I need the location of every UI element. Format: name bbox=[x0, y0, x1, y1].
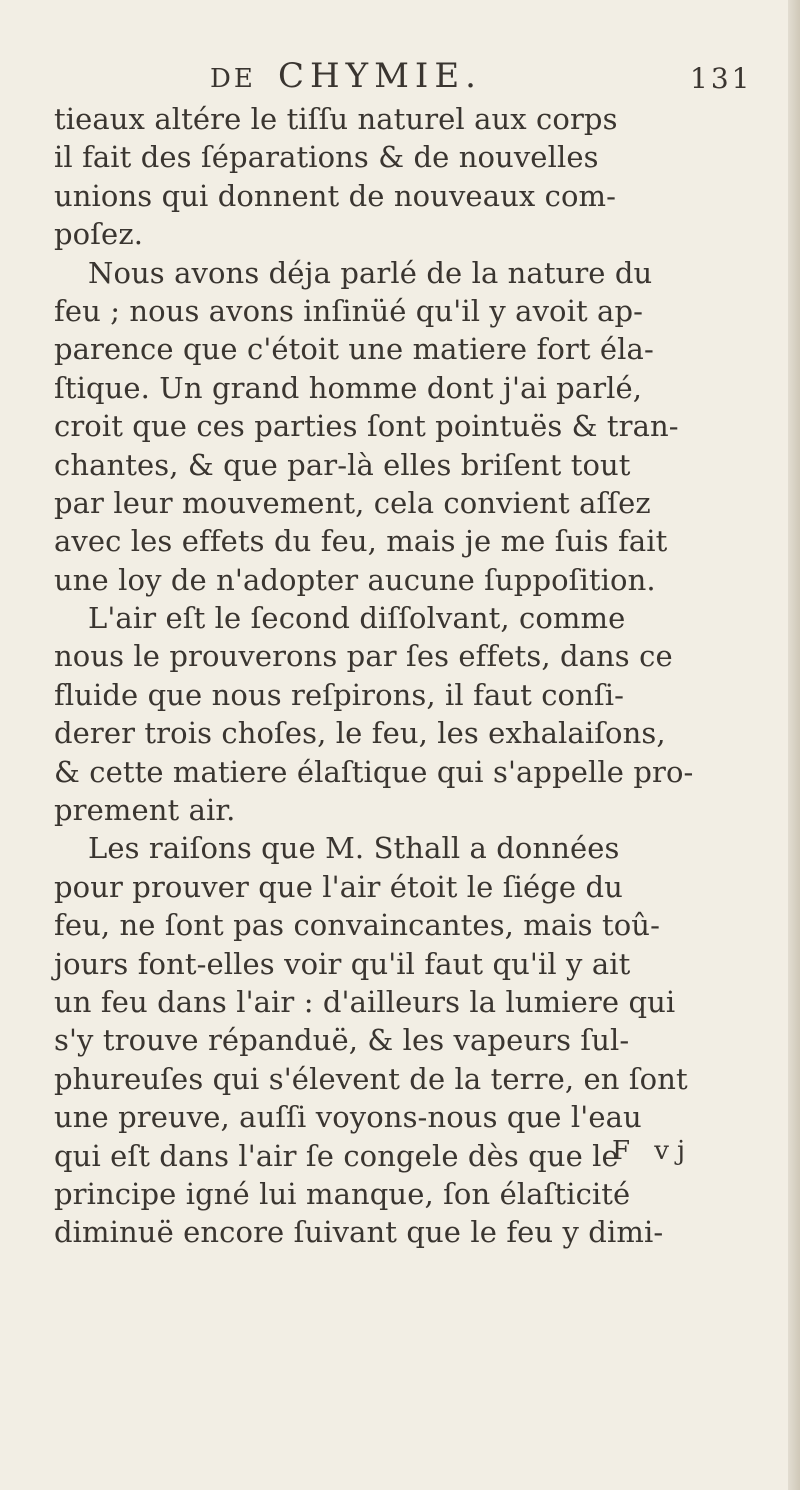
text-line: par leur mouvement, cela convient aſſez bbox=[54, 485, 651, 520]
text-line: il fait des ſéparations & de nouvelles bbox=[54, 140, 599, 175]
text-line: prement air. bbox=[54, 793, 236, 828]
text-line: une loy de n'adopter aucune ſuppoſition. bbox=[54, 562, 656, 597]
page-edge bbox=[788, 0, 800, 1490]
text-line: avec les effets du feu, mais je me ſuis fait bbox=[54, 524, 668, 559]
text-line: une preuve, auſſi voyons-nous que l'eau bbox=[54, 1100, 642, 1135]
paragraph-start-line: L'air eſt le ſecond diſſolvant, comme bbox=[88, 601, 626, 636]
text-line: fluide que nous reſpirons, il faut conſi- bbox=[54, 677, 624, 712]
text-line: ſtique. Un grand homme dont j'ai parlé, bbox=[54, 370, 643, 405]
paragraph-start-line: Nous avons déja parlé de la nature du bbox=[88, 255, 653, 290]
text-line: feu ; nous avons inſinüé qu'il y avoit ap- bbox=[54, 293, 644, 328]
text-line: principe igné lui manque, ſon élaſticité bbox=[54, 1176, 631, 1211]
text-line: tieaux altére le tiſſu naturel aux corps bbox=[54, 102, 618, 136]
text-line: parence que c'étoit une matiere fort éla- bbox=[54, 332, 654, 367]
page-number: 131 bbox=[690, 62, 753, 95]
text-line: pour prouver que l'air étoit le ſiége du bbox=[54, 869, 623, 904]
text-line: jours font-elles voir qu'il faut qu'il y ait bbox=[54, 946, 631, 981]
catchword-signature: F vj bbox=[612, 1136, 694, 1166]
text-line: phureuſes qui s'élevent de la terre, en ſont bbox=[54, 1061, 688, 1096]
text-line: unions qui donnent de nouveaux com- bbox=[54, 178, 617, 213]
text-line: nous le prouverons par ſes effets, dans ce bbox=[54, 639, 673, 674]
text-line: chantes, & que par-là elles briſent tout bbox=[54, 447, 631, 482]
text-line: derer trois choſes, le feu, les exhalaiſons, bbox=[54, 716, 666, 751]
text-line: croit que ces parties ſont pointuës & tran- bbox=[54, 409, 679, 444]
text-line: s'y trouve répanduë, & les vapeurs ſul- bbox=[54, 1023, 630, 1058]
running-head-title: CHYMIE. bbox=[278, 56, 482, 96]
text-line: feu, ne ſont pas convaincantes, mais toû- bbox=[54, 908, 660, 943]
paragraph-start-line: Les raiſons que M. Sthall a données bbox=[88, 831, 620, 866]
text-line: diminuë encore ſuivant que le feu y dimi- bbox=[54, 1215, 664, 1250]
text-line: & cette matiere élaſtique qui s'appelle pro- bbox=[54, 754, 694, 789]
running-head bbox=[0, 50, 800, 100]
text-line: un feu dans l'air : d'ailleurs la lumiere qui bbox=[54, 984, 676, 1019]
body-text bbox=[54, 100, 774, 1252]
running-head-prep: DE bbox=[210, 64, 256, 94]
text-line: qui eſt dans l'air ſe congele dès que le bbox=[54, 1138, 619, 1173]
text-line: poſez. bbox=[54, 217, 144, 252]
